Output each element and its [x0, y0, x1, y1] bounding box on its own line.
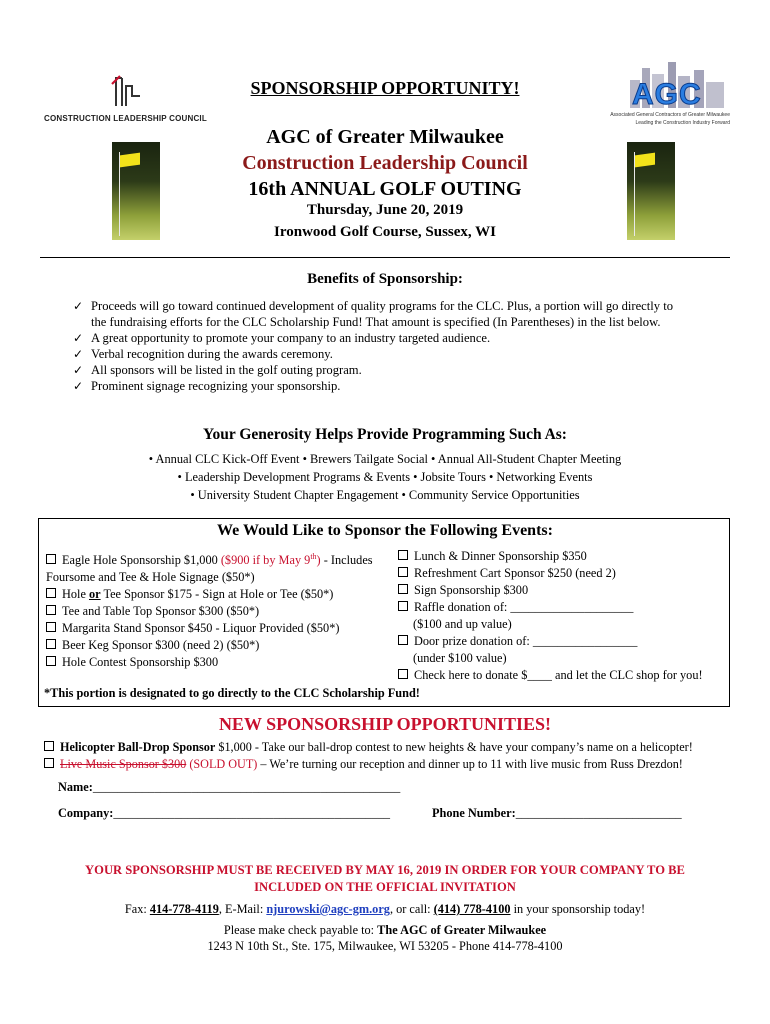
programming-line-2: • Leadership Development Programs & Events • Jobsite Tours • Networking Events	[177, 470, 593, 484]
page-title: SPONSORSHIP OPPORTUNITY!	[250, 78, 520, 98]
agc-tagline-2: Leading the Construction Industry Forward	[635, 120, 730, 126]
door-prize-option[interactable]: Door prize donation of: _________________	[398, 633, 728, 650]
list-item: ✓ Verbal recognition during the awards ceremony.	[73, 347, 333, 361]
donate-option[interactable]: Check here to donate $____ and let the CLC shop for you!	[398, 667, 728, 684]
programming-line-3: • University Student Chapter Engagement • Community Service Opportunities	[190, 488, 580, 502]
helicopter-option[interactable]: Helicopter Ball-Drop Sponsor $1,000 - Take our ball-drop contest to new heights & have your company’s name on a helicopter!	[44, 739, 693, 756]
checkmark-icon: ✓	[73, 299, 84, 313]
checkmark-icon: ✓	[73, 363, 84, 377]
checkbox[interactable]	[398, 584, 408, 594]
event-name: 16th ANNUAL GOLF OUTING	[248, 178, 522, 200]
header-divider	[40, 257, 730, 258]
phone-input-line[interactable]: ___________________________	[515, 806, 682, 820]
checkbox[interactable]	[46, 639, 56, 649]
org-name: AGC of Greater Milwaukee	[266, 126, 504, 148]
payable-line: Please make check payable to: The AGC of Greater Milwaukee	[223, 923, 547, 937]
email-link[interactable]: njurowski@agc-gm.org	[266, 902, 390, 916]
sponsor-left-column	[46, 548, 396, 671]
phone-field[interactable]	[432, 806, 682, 821]
checkmark-icon: ✓	[73, 331, 84, 345]
raffle-option[interactable]: Raffle donation of: ____________________	[398, 599, 728, 616]
tee-table-option[interactable]: Tee and Table Top Sponsor $300 ($50*)	[46, 603, 396, 620]
live-music-option[interactable]: Live Music Sponsor $300 (SOLD OUT) – We’re turning our reception and dinner up to 11 with live music from Russ Drezdon!	[44, 756, 683, 773]
event-date: Thursday, June 20, 2019	[306, 202, 464, 218]
checkbox[interactable]	[398, 550, 408, 560]
company-label: Company:	[58, 806, 114, 820]
hole-contest-option[interactable]: Hole Contest Sponsorship $300	[46, 654, 396, 671]
list-item: ✓ Prominent signage recognizing your sponsorship.	[73, 379, 341, 393]
raffle-note: ($100 and up value)	[413, 617, 512, 631]
checkbox[interactable]	[46, 656, 56, 666]
phone-label: Phone Number:	[432, 806, 516, 820]
agc-logo-letters: AGC	[632, 78, 702, 111]
benefits-heading: Benefits of Sponsorship:	[307, 271, 463, 287]
phone-number: (414) 778-4100	[433, 902, 511, 916]
name-input-line[interactable]: __________________________________________________	[92, 780, 401, 794]
list-item: ✓ Proceeds will go toward continued development of quality programs for the CLC. Plus, a portion will go directly to the fundraising efforts for the CLC Scholarship Fund! That amount is specified (In Parentheses) in the list below.	[73, 299, 674, 329]
deadline-line-2: INCLUDED ON THE OFFICIAL INVITATION	[254, 880, 516, 894]
deadline-line-1: YOUR SPONSORSHIP MUST BE RECEIVED BY MAY 16, 2019 IN ORDER FOR YOUR COMPANY TO BE	[85, 863, 685, 877]
checkbox[interactable]	[398, 669, 408, 679]
scholarship-footnote: *This portion is designated to go directly to the CLC Scholarship Fund!	[44, 686, 420, 700]
checkmark-icon: ✓	[73, 347, 84, 361]
contact-line: Fax: 414-778-4119, E-Mail: njurowski@agc-gm.org, or call: (414) 778-4100 in your sponsorship today!	[124, 902, 646, 916]
eagle-hole-option[interactable]: Eagle Hole Sponsorship $1,000 ($900 if by May 9th) - Includes	[46, 548, 396, 569]
council-name: Construction Leadership Council	[242, 152, 528, 174]
agc-tagline-1: Associated General Contractors of Greater Milwaukee	[610, 112, 730, 118]
margarita-option[interactable]: Margarita Stand Sponsor $450 - Liquor Provided ($50*)	[46, 620, 396, 637]
fax-number: 414-778-4119	[149, 902, 219, 916]
benefits-list	[73, 298, 683, 394]
event-location: Ironwood Golf Course, Sussex, WI	[274, 224, 496, 240]
checkbox[interactable]	[46, 622, 56, 632]
checkbox[interactable]	[44, 758, 54, 768]
clc-logo-text: CONSTRUCTION LEADERSHIP COUNCIL	[44, 114, 207, 123]
checkbox[interactable]	[44, 741, 54, 751]
list-item: ✓ A great opportunity to promote your company to an industry targeted audience.	[73, 331, 491, 345]
checkbox[interactable]	[46, 588, 56, 598]
checkbox[interactable]	[46, 554, 56, 564]
address-line: 1243 N 10th St., Ste. 175, Milwaukee, WI 53205 - Phone 414-778-4100	[207, 939, 563, 953]
sponsor-box-heading: We Would Like to Sponsor the Following Events:	[217, 522, 553, 539]
eagle-hole-option-cont: Foursome and Tee & Hole Signage ($50*)	[46, 570, 255, 585]
list-item: ✓ All sponsors will be listed in the golf outing program.	[73, 363, 362, 377]
checkmark-icon: ✓	[73, 379, 84, 393]
checkbox[interactable]	[46, 605, 56, 615]
checkbox[interactable]	[398, 635, 408, 645]
checkbox[interactable]	[398, 567, 408, 577]
programming-line-1: • Annual CLC Kick-Off Event • Brewers Tailgate Social • Annual All-Student Chapter Meeting	[148, 452, 622, 466]
company-input-line[interactable]: _____________________________________________	[113, 806, 391, 820]
name-field[interactable]	[58, 780, 400, 795]
programming-heading: Your Generosity Helps Provide Programming Such As:	[203, 426, 567, 443]
lunch-dinner-option[interactable]: Lunch & Dinner Sponsorship $350	[398, 548, 728, 565]
sponsor-right-column	[398, 548, 728, 684]
refreshment-cart-option[interactable]: Refreshment Cart Sponsor $250 (need 2)	[398, 565, 728, 582]
door-prize-note: (under $100 value)	[413, 651, 507, 665]
checkbox[interactable]	[398, 601, 408, 611]
new-opportunities-heading: NEW SPONSORSHIP OPPORTUNITIES!	[218, 714, 552, 734]
hole-tee-option[interactable]: Hole or Tee Sponsor $175 - Sign at Hole or Tee ($50*)	[46, 586, 396, 603]
company-field[interactable]	[58, 806, 390, 821]
name-label: Name:	[58, 780, 93, 794]
sign-option[interactable]: Sign Sponsorship $300	[398, 582, 728, 599]
beer-keg-option[interactable]: Beer Keg Sponsor $300 (need 2) ($50*)	[46, 637, 396, 654]
